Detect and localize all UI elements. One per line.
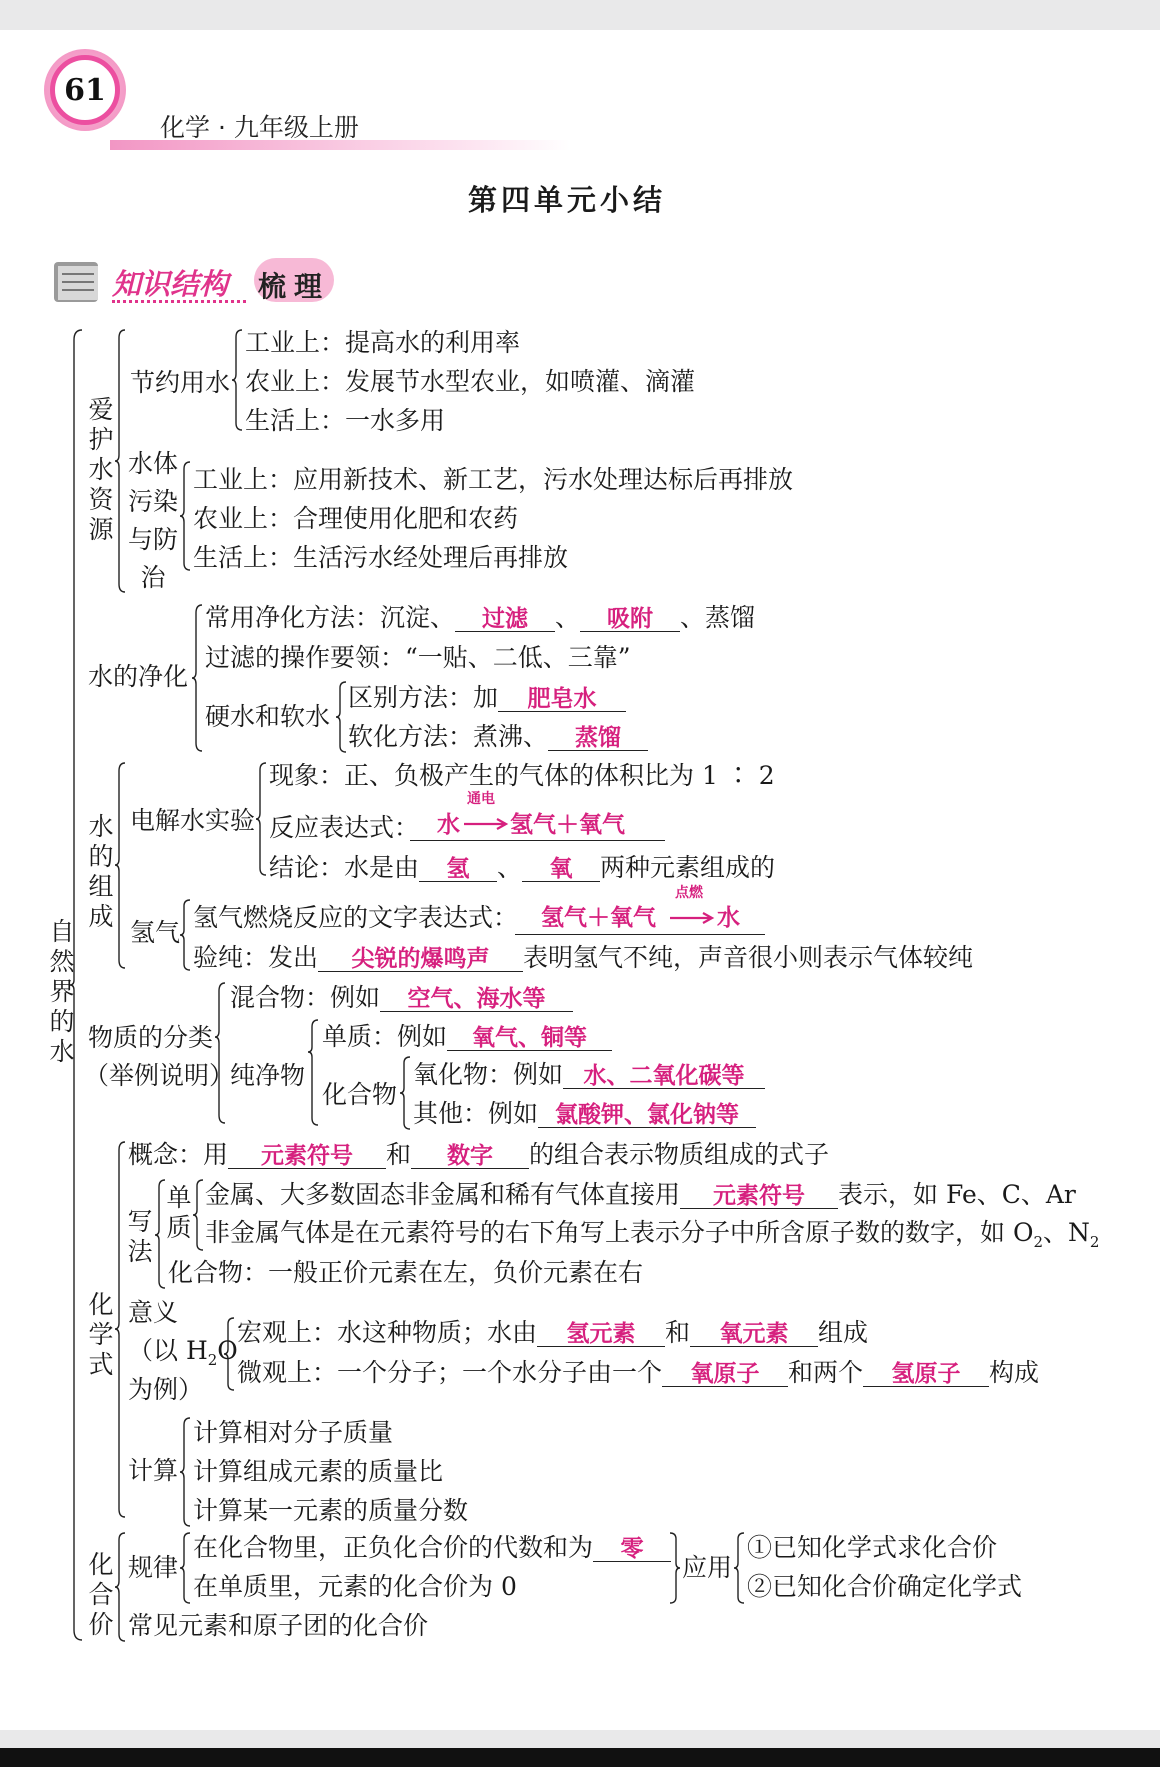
save-title: 节约用水 xyxy=(130,368,231,397)
pure-brace xyxy=(308,1020,320,1125)
macro-suffix: 组成 xyxy=(818,1318,869,1347)
filter-rule: 过滤的操作要领：“一贴、二低、三靠” xyxy=(205,643,631,672)
meaning-2c: O xyxy=(217,1336,238,1365)
b3-title: 水的组成 xyxy=(88,812,114,931)
b1-title: 爱护水资源 xyxy=(88,395,114,544)
other-label: 其他：例如 xyxy=(413,1099,539,1128)
meaning-2a: （以 H xyxy=(128,1336,208,1365)
calc-title: 计算 xyxy=(128,1456,179,1485)
hydrogen-brace xyxy=(180,900,192,970)
save-item-1: 工业上：提高水的利用率 xyxy=(245,328,521,357)
compound-rule: 化合物：一般正价元素在左，负价元素在右 xyxy=(168,1258,644,1287)
answer-adsorb: 吸附 xyxy=(580,608,680,632)
answer-distill: 蒸馏 xyxy=(548,727,648,751)
burn-condition: 点燃 xyxy=(675,885,703,901)
test-suffix: 表明氢气不纯，声音很小则表示气体较纯 xyxy=(523,943,974,972)
burn-expr xyxy=(515,885,765,935)
section-badge xyxy=(254,258,334,302)
electrolysis-phenomenon: 现象：正、负极产生的气体的体积比为 1 ∶ 2 xyxy=(269,761,775,790)
answer-filter: 过滤 xyxy=(455,608,555,632)
rule1-prefix: 在化合物里，正负化合价的代数和为 xyxy=(193,1533,594,1562)
b6-title: 化合价 xyxy=(88,1550,114,1639)
subscript: 2 xyxy=(1033,1233,1043,1251)
test-prefix: 验纯：发出 xyxy=(193,943,319,972)
meaning-title-3: 为例） xyxy=(128,1375,204,1404)
electrolysis-brace xyxy=(256,763,268,875)
oxide-label: 氧化物：例如 xyxy=(413,1060,564,1089)
and: 和 xyxy=(386,1140,412,1169)
hard-title: 硬水和软水 xyxy=(205,702,331,731)
subscript: 2 xyxy=(207,1351,218,1369)
micro-suffix: 构成 xyxy=(989,1358,1040,1387)
calc-item-3: 计算某一元素的质量分数 xyxy=(193,1496,469,1525)
badge-char-1: 梳 xyxy=(258,270,287,303)
oxide xyxy=(413,1062,765,1089)
purify-methods-prefix: 常用净化方法：沉淀、 xyxy=(205,603,456,632)
expr-condition: 通电 xyxy=(467,791,495,807)
simple-rule-1 xyxy=(205,1182,1076,1209)
save-item-2: 农业上：发展节水型农业，如喷灌、滴灌 xyxy=(245,367,696,396)
rule-brace xyxy=(180,1533,192,1603)
meaning-macro xyxy=(237,1320,868,1347)
answer-mixture: 空气、海水等 xyxy=(380,988,573,1012)
notebook-icon xyxy=(52,258,104,306)
pure-title: 纯净物 xyxy=(230,1061,306,1090)
concept-prefix: 概念：用 xyxy=(128,1140,229,1169)
answer-symbol-2: 元素符号 xyxy=(680,1185,838,1209)
answer-o-element: 氧元素 xyxy=(690,1323,818,1347)
electrolysis-title: 电解水实验 xyxy=(130,806,256,835)
b5-brace xyxy=(115,1142,127,1517)
micro-prefix: 微观上：一个分子；一个水分子由一个 xyxy=(237,1358,663,1387)
burn-left: 氢气＋氧气 xyxy=(541,905,656,931)
distinguish-label: 区别方法：加 xyxy=(348,683,499,712)
macro-prefix: 宏观上：水这种物质；水由 xyxy=(237,1318,538,1347)
pollution-brace xyxy=(180,462,192,570)
and: 和 xyxy=(665,1318,691,1347)
hard-soften xyxy=(348,724,648,751)
b2-brace xyxy=(192,605,204,751)
pollution-item-2: 农业上：合理使用化肥和农药 xyxy=(193,504,519,533)
expr-left: 水 xyxy=(437,812,460,838)
answer-zero: 零 xyxy=(593,1538,671,1562)
soften-label: 软化方法：煮沸、 xyxy=(348,722,549,751)
meaning-brace xyxy=(224,1318,236,1390)
concept-suffix: 的组合表示物质组成的式子 xyxy=(529,1140,830,1169)
element xyxy=(322,1024,612,1051)
electrolysis-expr-label: 反应表达式： xyxy=(269,813,420,842)
common-valence: 常见元素和原子团的化合价 xyxy=(128,1611,429,1640)
electrolysis-conclusion xyxy=(269,855,775,882)
answer-other: 氯酸钾、氯化钠等 xyxy=(538,1104,756,1128)
root-brace xyxy=(70,330,84,1640)
hard-distinguish xyxy=(348,685,626,712)
bottom-bar xyxy=(0,1748,1160,1767)
conclusion-suffix: 两种元素组成的 xyxy=(600,853,776,882)
simple2-text: 非金属气体是在元素符号的右下角写上表示分子中所含原子数的数字，如 O xyxy=(205,1218,1034,1247)
pollution-title: 水体污染与防治 xyxy=(128,449,179,592)
answer-oxide: 水、二氧化碳等 xyxy=(563,1065,765,1089)
unit-title: 第四单元小结 xyxy=(468,183,667,217)
answer-o-atom: 氧原子 xyxy=(662,1363,788,1387)
formula-concept xyxy=(128,1142,829,1169)
root-label: 自然界的水 xyxy=(49,917,75,1066)
sep: 、 xyxy=(555,603,581,632)
compound-title: 化合物 xyxy=(322,1080,398,1109)
element-label: 单质：例如 xyxy=(322,1022,448,1051)
answer-h-element: 氢元素 xyxy=(537,1323,665,1347)
calc-item-1: 计算相对分子质量 xyxy=(193,1418,394,1447)
answer-symbol: 元素符号 xyxy=(228,1145,386,1169)
apply-item-1: ①已知化学式求化合价 xyxy=(747,1533,998,1562)
writing-title: 写法 xyxy=(127,1207,153,1266)
pollution-item-1: 工业上：应用新技术、新工艺，污水处理达标后再排放 xyxy=(193,465,794,494)
mixture-label: 混合物：例如 xyxy=(230,983,381,1012)
book-title: 化学 · 九年级上册 xyxy=(160,113,359,142)
mixture xyxy=(230,985,573,1012)
apply-title: 应用 xyxy=(682,1553,733,1582)
meaning-title-1: 意义 xyxy=(128,1298,179,1327)
rule-2: 在单质里，元素的化合价为 0 xyxy=(193,1572,517,1601)
micro-mid: 和两个 xyxy=(788,1358,864,1387)
sep: 、 xyxy=(497,853,523,882)
simple-title: 单质 xyxy=(166,1183,192,1242)
b4-title: 物质的分类 xyxy=(88,1023,214,1052)
answer-hydrogen: 氢 xyxy=(419,858,497,882)
rule-1 xyxy=(193,1535,671,1562)
badge-char-2: 理 xyxy=(294,270,323,303)
save-item-3: 生活上：一水多用 xyxy=(245,406,446,435)
b4-subtitle: （举例说明） xyxy=(84,1061,235,1090)
purify-methods-suffix: 、蒸馏 xyxy=(680,603,756,632)
b3-brace xyxy=(115,763,127,968)
page-number: 61 xyxy=(50,55,120,125)
b2-title: 水的净化 xyxy=(88,662,189,691)
hydrogen-title: 氢气 xyxy=(130,918,181,947)
hard-brace xyxy=(336,682,348,752)
arrow-icon xyxy=(464,816,510,832)
other xyxy=(413,1101,756,1128)
answer-soap: 肥皂水 xyxy=(498,688,626,712)
compound-brace xyxy=(400,1057,412,1129)
answer-oxygen: 氧 xyxy=(522,858,600,882)
arrow-icon xyxy=(670,910,716,926)
answer-test: 尖锐的爆鸣声 xyxy=(318,948,523,972)
meaning-micro xyxy=(237,1360,1039,1387)
simple1-suffix: 表示，如 Fe、C、Ar xyxy=(838,1180,1076,1209)
simple-brace xyxy=(193,1180,205,1250)
rule-title: 规律 xyxy=(128,1553,179,1582)
electrolysis-expr xyxy=(410,790,665,841)
simple1-prefix: 金属、大多数固态非金属和稀有气体直接用 xyxy=(205,1180,681,1209)
section-title: 知识结构 xyxy=(112,267,229,301)
b4-brace xyxy=(215,983,227,1123)
answer-h-atom: 氢原子 xyxy=(863,1363,989,1387)
section-underline xyxy=(112,300,246,303)
b5-title: 化学式 xyxy=(88,1290,114,1379)
conclusion-prefix: 结论：水是由 xyxy=(269,853,420,882)
apply-item-2: ②已知化合价确定化学式 xyxy=(747,1572,1023,1601)
simple2-mid: 、N xyxy=(1043,1218,1090,1247)
purify-methods xyxy=(205,605,755,632)
subscript: 2 xyxy=(1089,1233,1100,1251)
answer-digit: 数字 xyxy=(411,1145,529,1169)
apply-brace-left xyxy=(668,1533,680,1603)
simple-rule-2 xyxy=(205,1220,1099,1250)
burn-right: 水 xyxy=(717,905,740,931)
expr-right: 氢气＋氧气 xyxy=(510,812,625,838)
burn-label: 氢气燃烧反应的文字表达式： xyxy=(193,903,519,932)
save-brace xyxy=(232,330,244,430)
calc-item-2: 计算组成元素的质量比 xyxy=(193,1457,444,1486)
b1-brace xyxy=(115,330,127,592)
hydrogen-test xyxy=(193,945,973,972)
meaning-title-2 xyxy=(128,1338,238,1368)
b6-brace xyxy=(115,1533,127,1641)
pollution-item-3: 生活上：生活污水经处理后再排放 xyxy=(193,543,569,572)
answer-element: 氧气、铜等 xyxy=(447,1027,612,1051)
calc-brace xyxy=(180,1418,192,1526)
apply-brace-right xyxy=(734,1533,746,1603)
